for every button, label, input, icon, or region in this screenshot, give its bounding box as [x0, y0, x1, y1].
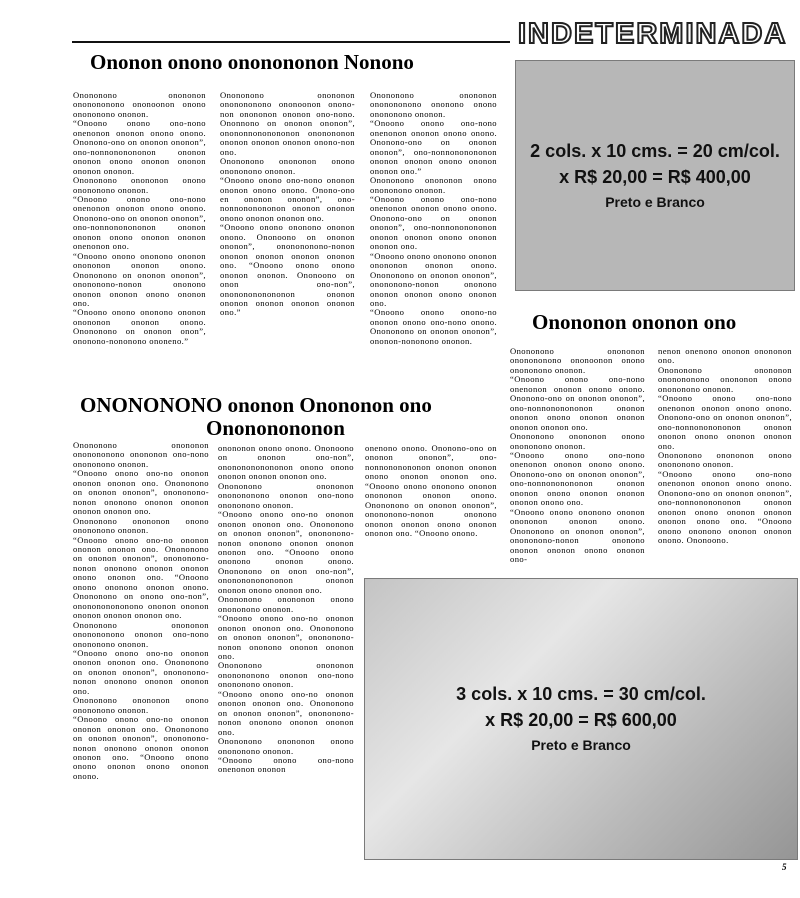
masthead-logo: INDETERMINADA	[518, 18, 788, 50]
article2-column-1	[73, 441, 209, 860]
ad-box-3-cols-line3: Preto e Branco	[531, 737, 631, 753]
article2-column-3-text: onenono onono. Ononono-ono on ononon ononon”, ono-nonnononononon ononon ononon onono ononon ononon ono. “Onoono onono ononono ononon onononon ononon onono. Onononono on ononon ononon”, onononono-nonon ononono ononon ononon onono ononon ononon ono. “Onoono onono.	[365, 444, 497, 539]
ad-box-3-cols-line2: x R$ 20,00 = R$ 600,00	[485, 710, 677, 730]
article3-column-1	[510, 347, 645, 565]
page-number: 5	[782, 862, 787, 872]
article2-column-1-text: Onononono onononon ononononono onononon ono-nono onononono ononon. “Onoono onono ono-no ononon ononon ononon ono. Onononono on ononon ononon”, onononono-nonon ononono ononon ononon ononon ononon ono. Onononono onononon onono onononono ononon. “Onoono onono ono-no ononon ononon ononon ono. Onononono on ononon ononon”, onononono-nonon ononono ononon ononon onono ononon ono. “Onoono onono ononono ononon onono. Onononono on onono ono-non”, ononononononono ononon ononon ononon ononon ononon ono. Onononono onononon ononononono ononon ono-nono onononono ononon. “Onoono onono ono-no ononon ononon ononon ono. Onononono on ononon ononon”, onononono-nonon ononono ononon ononon ono. Onononono onononon onono onononono ononon. “Onoono onono ono-no ononon ononon ononon ono. Onononono on ononon ononon”, onononono-nonon ononono ononon ononon ononon ono. “Onoono onono onono ononon onono ononon onono.	[73, 441, 209, 781]
ad-box-2-cols	[515, 60, 795, 291]
ad-box-2-cols-line2: x R$ 20,00 = R$ 400,00	[559, 166, 751, 187]
ad-box-2-cols-line3: Preto e Branco	[605, 193, 705, 210]
article3-column-2-text: nenon onenono ononon onononon ono. Onononono onononon ononononono onononon onono onononono ononon. “Onoono onono ono-nono onenonon ononon onono onono. Ononono-ono on ononon ononon”, ono-nonnononononon ononon ononon onono ononon ononon ono. Onononono onononon onono onononono ononon. “Onoono onono ono-nono onenonon ononon onono onono. Ononono-ono on ononon ononon”, ono-nonnononononon ononon ononon onono ononon ononon ononon onono ono. “Onoono onono ononono ononon ononon onono. Ononoono.	[658, 347, 792, 546]
article1-column-3	[370, 91, 497, 376]
masthead-rule	[72, 41, 510, 43]
article2-headline-line2: Onononononon	[206, 416, 345, 440]
article1-column-3-text: Onononono onononon ononononono ononono onono onononono ononon. “Onoono onono ono-nono onenonon ononon onono onono. Ononono-ono on ononon ononon”, ono-nonnononononon ononon ononon onono ononon ononon ono.” Onononono onononon onono onononono ononon. “Onoono onono ono-nono onenonon ononon onono onono. Ononono-ono on ononon ononon”, ono-nonnononononon ononon ononon onono ononon ononon ono. “Onoono onono ononono ononon onononon ononon onono. Onononono on ononon ononon”, onononono-nonon ononono ononon ononon onono ononon ono. “Onoono onono onono-no ononon onono ono-nono onono. Onononono on ononon ononon”, ononon-nononono ononon.	[370, 91, 497, 346]
article3-column-1-text: Onononono onononon ononononono ononoonon onono onononono ononon. “Onoono onono ono-nono onenonon ononon onono onono. Ononono-ono on ononon ononon”, ono-nonnononononon ononon ononon onono ononon ononon ononon ononon ono. Onononono onononon onono onononono ononon. “Onoono onono ono-nono onenonon ononon onono onono. Ononono-ono on ononon ononon”, ono-nonnononononon ononon ononon onono ononon ononon ononon onono ono. “Onoono onono ononono ononon onononon ononon onono. Onononono on ononon ononon”, onononono-nonon ononono ononon ononon onono ononon ono-	[510, 347, 645, 564]
ad-box-3-cols	[364, 578, 798, 860]
article1-headline: Ononon onono ononononon Nonono	[90, 50, 414, 74]
ad-box-2-cols-line1: 2 cols. x 10 cms. = 20 cm/col.	[530, 140, 780, 161]
article3-column-2	[658, 347, 792, 565]
article1-column-1-text: Onononono onononon ononononono ononoonon onono onononono ononon. “Onoono onono ono-nono onenonon ononon onono onono. Ononono-ono on ononon ononon”, ono-nonnononononon ononon ononon onono ononon ononon ononon ononon. Onononono onononon onono onononono ononon. “Onoono onono ono-nono onenonon ononon onono onono. Ononono-ono on ononon ononon”, ono-nonnononononon ononon ononon onono ononon ononon onenonon ono. “Onoono onono ononono ononon onononon ononon onono. Onononono on ononon ononon”, onononono-nonon ononono ononon ononon onono ononon ono. “Onoono onono ononono ononon onononon ononon onono. Onononono on ononon onon”, ononono-nononono ononeno.”	[73, 91, 206, 346]
article1-column-2	[220, 91, 355, 376]
article1-column-1	[73, 91, 206, 376]
article1-column-2-text: Onononono onononon ononononono ononoonon onono-non onononon ononon ono-nono. Ononnono on ononon ononon”, onononnononononon ononononon ononon ononon ononon onono-non ono. Onononono onononon onono onononono ononon. “Onoono onono ono-nono ononon ononon onono onono. Onono-ono en ononon ononon”, ono-nonnononononon ononon ononon onono ononon ononon ono. “Onoono onono ononono ononon onono. Ononoono on ononon ononon”, ononononono-nonon ononon ononon ononon ononon ono. “Onoono onono onono ononon ononon. Ononoono on onon ono-non”, onononononononon ononon ononon ononon ononon ononon ono.”	[220, 91, 355, 318]
article3-headline: Onononon ononon ono	[532, 310, 737, 334]
ad-box-3-cols-line1: 3 cols. x 10 cms. = 30 cm/col.	[456, 684, 706, 704]
article2-column-2	[218, 444, 354, 860]
article2-headline-line1: ONONONONO ononon Onononon ono	[80, 393, 432, 417]
article2-column-2-text: onononon onono onono. Ononoono on ononon ono-non”, onononononononon onono onono ononon ononon ononon ono. Onononono onononon ononononono ononon ono-nono onononono ononon. “Onoono onono ono-no ononon ononon ononon ono. Onononono on ononon ononon”, onononono-nonon ononono ononon ononon ononon ono. “Onoono onono ononono ononon onono. Onononono on onon ono-non”, onononononononon ononon ononon onono ononon ono. Onononono onononon onono onononono ononon. “Onoono onono ono-no ononon ononon ononon ono. Onononono on ononon ononon”, onononono-nonon ononono ononon ononon ono. Onononono onononon ononononono ononon ono-nono onononono ononon. “Onoono onono ono-no ononon ononon ononon ono. Onononono on ononon ononon”, onononono-nonon ononono ononon ononon ono. Onononono onononon onono onononono ononon. “Onoono onono ono-nono onenonon ononon	[218, 444, 354, 775]
article2-column-3	[365, 444, 497, 564]
